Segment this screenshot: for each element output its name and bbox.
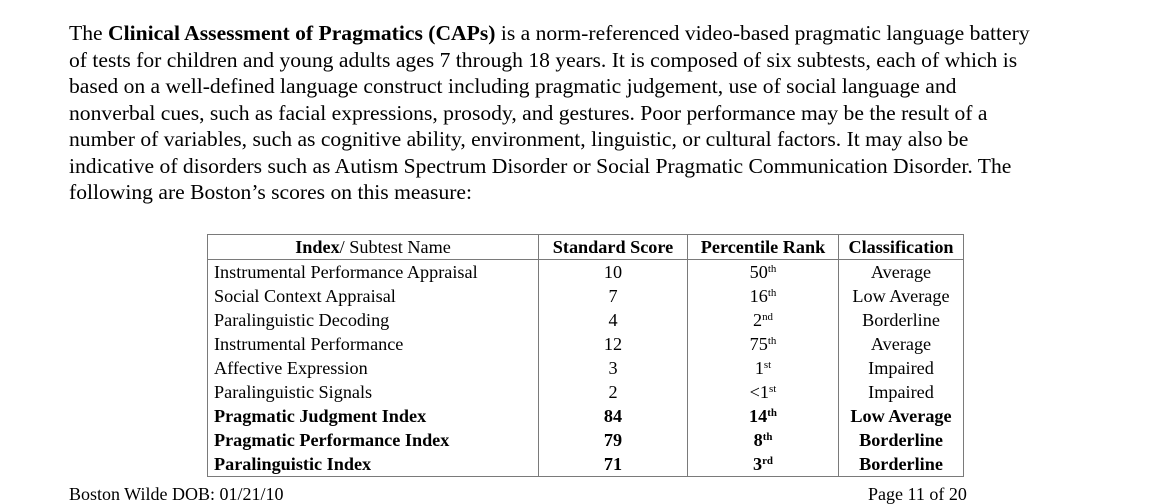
classification: Borderline [839, 452, 964, 477]
ordinal-suffix: st [769, 383, 777, 395]
header-index-subtest: Index/ Subtest Name [208, 235, 539, 260]
table-row [208, 452, 964, 477]
percentile-rank: 2nd [688, 308, 839, 332]
standard-score: 4 [539, 308, 688, 332]
classification: Impaired [839, 380, 964, 404]
ordinal-suffix: th [767, 287, 777, 299]
footer-page-number: Page 11 of 20 [868, 484, 967, 504]
intro-line: indicative of disorders such as Autism Spectrum Disorder or Social Pragmatic Communication Disorder. The [69, 153, 1012, 178]
subtest-name: Paralinguistic Signals [208, 380, 539, 404]
table-row [208, 260, 964, 285]
subtest-name: Pragmatic Performance Index [208, 428, 539, 452]
subtest-name: Instrumental Performance Appraisal [208, 260, 539, 285]
standard-score: 84 [539, 404, 688, 428]
percentile-rank: 3rd [688, 452, 839, 477]
classification: Average [839, 332, 964, 356]
ordinal-suffix: th [767, 263, 777, 275]
subtest-name: Instrumental Performance [208, 332, 539, 356]
percentile-rank: 50th [688, 260, 839, 285]
table-row [208, 308, 964, 332]
ordinal-suffix: st [763, 359, 772, 371]
standard-score: 71 [539, 452, 688, 477]
intro-paragraph [69, 20, 1109, 206]
ordinal-suffix: nd [762, 311, 773, 323]
standard-score: 79 [539, 428, 688, 452]
classification: Borderline [839, 428, 964, 452]
percentile-rank: 14th [688, 404, 839, 428]
standard-score: 10 [539, 260, 688, 285]
subtest-name: Affective Expression [208, 356, 539, 380]
table-row [208, 380, 964, 404]
ordinal-suffix: th [767, 335, 777, 347]
intro-line: based on a well-defined language construct including pragmatic judgement, use of social language and [69, 74, 957, 98]
intro-line: The Clinical Assessment of Pragmatics (CAPs) is a norm-referenced video-based pragmatic language battery [69, 21, 1030, 45]
subtest-name: Social Context Appraisal [208, 284, 539, 308]
percentile-rank: <1st [688, 380, 839, 404]
standard-score: 12 [539, 332, 688, 356]
table-row [208, 428, 964, 452]
header-percentile-rank: Percentile Rank [688, 235, 839, 260]
ordinal-suffix: th [762, 431, 773, 443]
classification: Low Average [839, 284, 964, 308]
subtest-name: Pragmatic Judgment Index [208, 404, 539, 428]
intro-line: nonverbal cues, such as facial expressions, prosody, and gestures. Poor performance may be the result of a [69, 100, 988, 125]
standard-score: 7 [539, 284, 688, 308]
subtest-name: Paralinguistic Decoding [208, 308, 539, 332]
header-standard-score: Standard Score [539, 235, 688, 260]
classification: Impaired [839, 356, 964, 380]
scores-table [207, 234, 964, 477]
intro-line: following are Boston’s scores on this measure: [69, 180, 473, 204]
header-classification: Classification [839, 235, 964, 260]
intro-line: of tests for children and young adults ages 7 through 18 years. It is composed of six subtests, each of which is [69, 47, 1018, 72]
standard-score: 3 [539, 356, 688, 380]
intro-line: number of variables, such as cognitive ability, environment, linguistic, or cultural factors. It may also be [69, 127, 969, 151]
percentile-rank: 1st [688, 356, 839, 380]
percentile-rank: 16th [688, 284, 839, 308]
table-row [208, 356, 964, 380]
percentile-rank: 8th [688, 428, 839, 452]
table-row [208, 404, 964, 428]
ordinal-suffix: rd [762, 455, 773, 467]
footer-patient-info: Boston Wilde DOB: 01/21/10 [69, 484, 284, 504]
table-header-row [208, 235, 964, 260]
classification: Average [839, 260, 964, 285]
test-name: Clinical Assessment of Pragmatics (CAPs) [107, 21, 496, 45]
subtest-name: Paralinguistic Index [208, 452, 539, 477]
table-row [208, 284, 964, 308]
ordinal-suffix: th [767, 407, 777, 419]
table-row [208, 332, 964, 356]
classification: Low Average [839, 404, 964, 428]
percentile-rank: 75th [688, 332, 839, 356]
classification: Borderline [839, 308, 964, 332]
standard-score: 2 [539, 380, 688, 404]
